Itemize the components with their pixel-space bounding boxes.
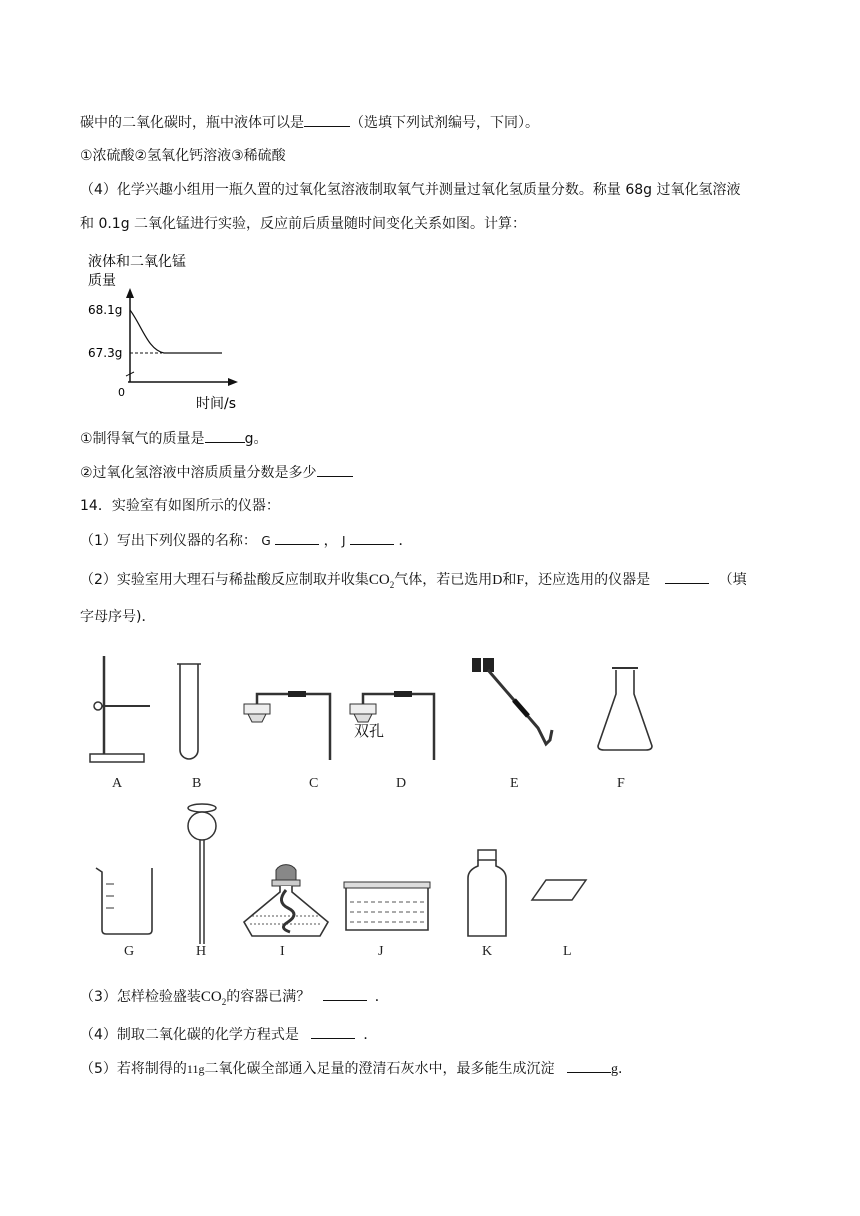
stopper (350, 704, 376, 714)
funnel-rim (188, 804, 216, 812)
conical-flask-drawing (594, 664, 656, 756)
q13-line1-text: 碳中的二氧化碳时，瓶中液体可以是 (80, 115, 304, 131)
q14-p2-and: 和 (502, 572, 517, 588)
mass-time-chart (84, 246, 254, 416)
q14-p1-g: G (261, 534, 271, 548)
trough-rim (344, 882, 430, 888)
trough-drawing (340, 876, 434, 936)
test-tube-drawing (174, 662, 204, 766)
single-hole-tube-drawing (238, 690, 338, 762)
answer-blank[interactable] (317, 462, 353, 477)
q14-p2-d: D (492, 573, 503, 588)
co2-subscript: 2 (221, 997, 227, 1007)
co2-formula (369, 572, 394, 588)
q13-sub2-text: ②过氧化氢溶液中溶质质量分数是多少 (80, 465, 317, 481)
y-tick-68-1: 68.1g (88, 303, 123, 317)
bent-tube-rubber (514, 700, 528, 716)
funnel-bulb (188, 812, 216, 840)
long-funnel-drawing (184, 802, 220, 948)
q13-part4-line2: 和 0.1g 二氧化锰进行实验，反应前后质量随时间变化关系如图。计算： (80, 216, 527, 232)
answer-blank[interactable] (311, 1024, 355, 1039)
q14-p1-text: （1）写出下列仪器的名称： (80, 533, 257, 549)
bent-tube-drawing (468, 656, 560, 748)
stand-clamp-knob (94, 702, 102, 710)
q14-p2-mid: 气体，若已选用 (394, 572, 493, 588)
q14-p2-text: （2）实验室用大理石与稀盐酸反应制取并收集 (80, 572, 369, 588)
q14-p5-unit: g (610, 1062, 618, 1077)
q14-p4-text: （4）制取二氧化碳的化学方程式是 (80, 1027, 299, 1043)
q14-part5 (80, 1058, 622, 1080)
trough-body (346, 888, 428, 930)
q14-p3-after: 的容器已满？ (226, 989, 311, 1005)
chart-ylabel-line2: 质量 (88, 273, 116, 289)
caption-l: L (563, 944, 572, 959)
caption-j: J (378, 944, 384, 959)
stand-base (90, 754, 144, 762)
lamp-cap-base (272, 880, 300, 886)
q13-sub2 (80, 462, 353, 483)
q14-part2-line2: 字母序号)． (80, 609, 156, 625)
q13-options: ①浓硫酸②氢氧化钙溶液③稀硫酸 (80, 148, 286, 164)
caption-e: E (510, 776, 519, 791)
q14-p5-mass: 11g (186, 1062, 205, 1076)
mass-curve (130, 310, 222, 353)
stopper-cone (248, 714, 266, 722)
answer-blank[interactable] (205, 428, 245, 443)
q14-part2-line1 (80, 569, 747, 595)
answer-blank-j[interactable] (350, 530, 394, 545)
x-axis-arrow (228, 378, 238, 386)
iron-stand-drawing (84, 654, 154, 766)
glass-plate (532, 880, 586, 900)
co2-text: CO (200, 989, 222, 1005)
q14-p3-text: （3）怎样检验盛装 (80, 989, 201, 1005)
answer-blank[interactable] (665, 569, 709, 584)
glass-plate-drawing (528, 876, 590, 906)
q13-line1-after: （选填下列试剂编号，下同）。 (350, 115, 539, 131)
caption-c: C (309, 776, 319, 791)
y-axis-arrow (126, 288, 134, 298)
chart-xlabel: 时间/s (196, 396, 237, 412)
y-tick-67-3: 67.3g (88, 346, 123, 360)
q14-p5-text: （5）若将制得的 (80, 1061, 187, 1077)
q14-p2-after: ，还应选用的仪器是 (524, 572, 651, 588)
rubber-joint (394, 691, 412, 697)
gas-jar-drawing (464, 848, 510, 940)
answer-blank[interactable] (567, 1058, 611, 1073)
caption-f: F (617, 776, 625, 791)
q14-p2-end: （填 (718, 572, 747, 588)
answer-blank-g[interactable] (275, 530, 319, 545)
q13-part4-line1: （4）化学兴趣小组用一瓶久置的过氧化氢溶液制取氧气并测量过氧化氢质量分数。称量 68g 过氧化氢溶液 (80, 182, 741, 198)
chart-origin: 0 (118, 386, 125, 399)
caption-b: B (192, 776, 202, 791)
q14-part1 (80, 530, 413, 551)
q14-p1-j: J (342, 534, 346, 548)
q13-line1 (80, 112, 539, 133)
co2-formula (201, 989, 226, 1005)
stopper (244, 704, 270, 714)
caption-g: G (124, 944, 135, 959)
caption-a: A (112, 776, 123, 791)
gas-jar-body (468, 860, 506, 936)
q14-p4-end: ． (363, 1027, 378, 1043)
rubber-joint (288, 691, 306, 697)
caption-k: K (482, 944, 493, 959)
q14-p3-end: ． (374, 989, 389, 1005)
flask-body (598, 670, 652, 750)
test-tube-outline (180, 664, 198, 759)
caption-h: H (196, 944, 207, 959)
caption-i: I (280, 944, 285, 959)
chart-ylabel-line1: 液体和二氧化锰 (88, 254, 186, 270)
beaker-drawing (92, 864, 158, 936)
beaker-body (96, 868, 152, 934)
q14-p5-end: . (617, 1061, 623, 1077)
answer-blank[interactable] (323, 986, 367, 1001)
double-hole-label: 双孔 (354, 722, 385, 740)
gas-jar-mouth (478, 850, 496, 860)
co2-text: CO (368, 572, 390, 588)
q13-sub1-unit: g。 (244, 431, 268, 447)
q14-p1-sep: ， (323, 533, 338, 549)
co2-subscript: 2 (389, 580, 395, 590)
lamp-body (244, 886, 328, 936)
q14-part3 (80, 986, 389, 1012)
q14-p1-end: ． (398, 533, 413, 549)
answer-blank[interactable] (304, 112, 350, 127)
q14-title: 14．实验室有如图所示的仪器： (80, 498, 280, 514)
q14-p5-mid: 二氧化碳全部通入足量的澄清石灰水中，最多能生成沉淀 (204, 1061, 555, 1077)
q14-p2-f: F (516, 573, 525, 588)
alcohol-lamp-drawing (240, 850, 332, 942)
caption-d: D (396, 776, 407, 791)
lamp-cap (276, 865, 296, 880)
q14-part4 (80, 1024, 377, 1045)
q13-sub1 (80, 428, 267, 449)
q13-sub1-text: ①制得氧气的质量是 (80, 431, 205, 447)
